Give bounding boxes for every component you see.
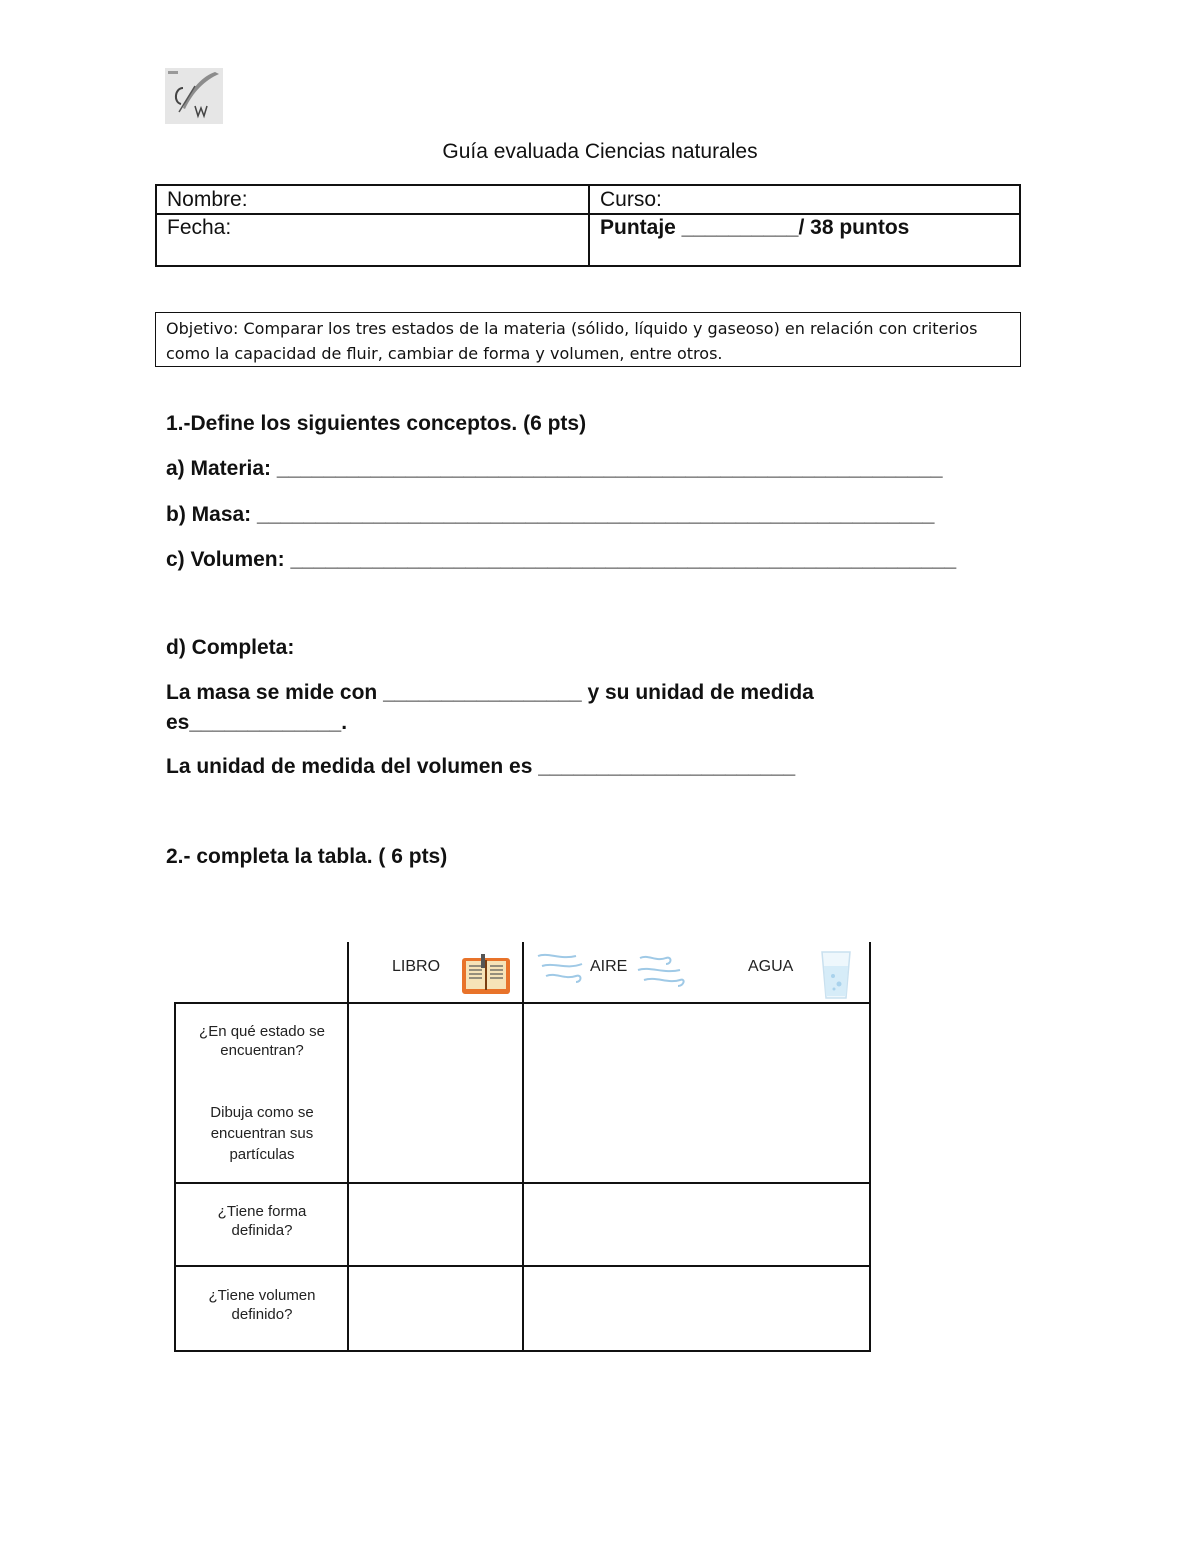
answer-cell[interactable] bbox=[349, 1004, 521, 1181]
states-table bbox=[174, 942, 871, 1352]
sentence-text: La masa se mide con bbox=[166, 681, 384, 704]
school-logo bbox=[165, 68, 223, 124]
student-info-table bbox=[155, 184, 1021, 267]
sentence-text: La unidad de medida del volumen es bbox=[166, 755, 539, 778]
answer-cell[interactable] bbox=[349, 1184, 521, 1264]
row-label-volumen: ¿Tiene volumen definido? bbox=[208, 1287, 316, 1323]
row-label-particulas: Dibuja como se encuentran sus partículas bbox=[210, 1104, 314, 1163]
question-label: c) Volumen: bbox=[166, 548, 285, 571]
complete-heading: d) Completa: bbox=[166, 636, 295, 659]
sentence-text: . bbox=[341, 711, 348, 734]
column-header-libro: LIBRO bbox=[392, 958, 441, 975]
sentence-text: y su unidad de medida bbox=[581, 681, 814, 704]
objective-box: Objetivo: Comparar los tres estados de la materia (sólido, líquido y gaseoso) en relación con criterios como la capacidad de fluir, cambiar de forma y volumen, entre otros. bbox=[155, 312, 1021, 367]
date-label: Fecha: bbox=[167, 216, 232, 239]
sentence-volumen bbox=[166, 755, 795, 779]
question-label: a) Materia: bbox=[166, 457, 272, 480]
table-line bbox=[174, 1002, 176, 1352]
answer-blank[interactable]: _________________ bbox=[383, 681, 582, 704]
sentence-masa bbox=[166, 681, 814, 705]
answer-blank[interactable]: __________________________________________________________ bbox=[257, 503, 935, 526]
name-label: Nombre: bbox=[167, 188, 248, 211]
answer-blank[interactable]: _________________________________________________________ bbox=[290, 548, 957, 571]
answer-cell[interactable] bbox=[349, 1267, 521, 1349]
sentence-unidad-masa bbox=[166, 711, 347, 735]
table-line bbox=[869, 942, 871, 1352]
column-header-agua: AGUA bbox=[748, 958, 794, 975]
page-title: Guía evaluada Ciencias naturales bbox=[442, 140, 758, 163]
section1-heading: 1.-Define los siguientes conceptos. (6 pts) bbox=[166, 412, 587, 435]
column-header-aire: AIRE bbox=[590, 958, 628, 975]
answer-cell[interactable] bbox=[524, 1004, 868, 1181]
table-line bbox=[174, 1350, 871, 1352]
water-glass-icon bbox=[819, 950, 853, 1005]
info-table-divider bbox=[157, 213, 1019, 215]
question-masa bbox=[166, 503, 934, 527]
answer-blank[interactable]: ______________________ bbox=[538, 755, 796, 778]
book-icon bbox=[461, 954, 511, 1001]
wind-icon-left bbox=[536, 950, 586, 991]
question-materia bbox=[166, 457, 943, 481]
row-label-estado: ¿En qué estado se encuentran? bbox=[199, 1023, 325, 1059]
answer-cell[interactable] bbox=[524, 1267, 868, 1349]
question-label: b) Masa: bbox=[166, 503, 252, 526]
info-table-divider bbox=[588, 186, 590, 265]
answer-cell[interactable] bbox=[524, 1184, 868, 1264]
course-label: Curso: bbox=[600, 188, 662, 211]
wind-icon-right bbox=[636, 952, 686, 993]
section2-heading: 2.- completa la tabla. ( 6 pts) bbox=[166, 845, 448, 868]
score-label: Puntaje __________/ 38 puntos bbox=[600, 216, 910, 239]
row-label-forma: ¿Tiene forma definida? bbox=[217, 1203, 307, 1239]
question-volumen bbox=[166, 548, 956, 572]
answer-blank[interactable]: _________________________________________________________ bbox=[276, 457, 943, 480]
answer-blank[interactable]: _____________ bbox=[189, 711, 342, 734]
sentence-text: es bbox=[166, 711, 190, 734]
